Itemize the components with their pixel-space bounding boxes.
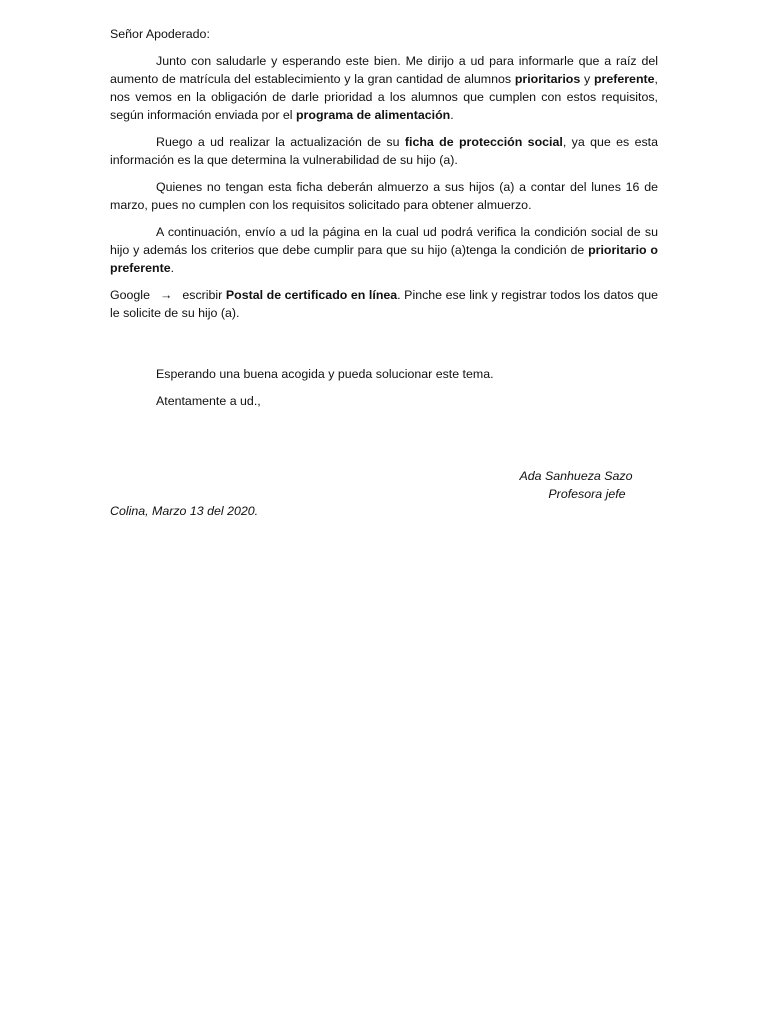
- paragraph-2-text-c: , ya que es esta información es la que determina la vulnerabilidad de su hijo (a).: [110, 135, 658, 167]
- paragraph-4-text-a: A continuación, envío a ud la página en la cual ud podrá verifica la condición social de su hijo y además los criterios que debe cumplir para que su hijo (a)tenga la condición de: [110, 225, 658, 257]
- spacer: [110, 331, 658, 365]
- emphasis-prioritario-preferente: prioritario o preferente: [110, 243, 658, 275]
- salutation: Señor Apoderado:: [110, 27, 210, 41]
- paragraph-4: [110, 223, 658, 277]
- paragraph-5-text-b: escribir: [182, 288, 226, 302]
- paragraph-2-text-a: Ruego a ud realizar la actualización de su: [156, 135, 405, 149]
- paragraph-5-text-c: . Pinche ese link y registrar todos los datos que le solicite de su hijo (a).: [110, 288, 658, 320]
- closing-line-2: Atentamente a ud.,: [156, 394, 261, 408]
- paragraph-2: [110, 133, 658, 169]
- emphasis-prioritarios: prioritarios: [514, 72, 581, 86]
- emphasis-ficha-proteccion-social: ficha de protección social: [404, 135, 563, 149]
- closing-line-1: Esperando una buena acogida y pueda solucionar este tema.: [156, 367, 494, 381]
- arrow-right-icon: →: [159, 288, 173, 302]
- paragraph-5: [110, 286, 658, 322]
- emphasis-programa-alimentacion: programa de alimentación: [295, 108, 451, 122]
- place-date: Colina, Marzo 13 del 2020.: [110, 504, 259, 518]
- emphasis-postal-certificado: Postal de certificado en línea: [225, 288, 398, 302]
- paragraph-4-text-c: .: [170, 261, 175, 275]
- paragraph-1-text-a: Junto con saludarle y esperando este bien. Me dirijo a ud para informarle que a raíz del aumento de matrícula del establecimiento y la gran cantidad de alumnos: [110, 54, 658, 86]
- letter-body: [110, 25, 658, 419]
- google-label: Google: [110, 288, 150, 302]
- emphasis-preferente: preferente: [593, 72, 655, 86]
- signature-block: [508, 467, 644, 503]
- paragraph-1-text-c: y: [580, 72, 594, 86]
- signature-role: Profesora jefe: [548, 487, 626, 501]
- paragraph-1-text-d: , nos vemos en la obligación de darle prioridad a los alumnos que cumplen con estos requisitos, según información enviada por el: [110, 72, 658, 122]
- signature-name: Ada Sanhueza Sazo: [519, 469, 633, 483]
- paragraph-1-text-e: .: [450, 108, 454, 122]
- paragraph-3: Quienes no tengan esta ficha deberán almuerzo a sus hijos (a) a contar del lunes 16 de marzo, pues no cumplen con los requisitos solicitado para obtener almuerzo.: [110, 180, 658, 212]
- paragraph-1: [110, 52, 658, 124]
